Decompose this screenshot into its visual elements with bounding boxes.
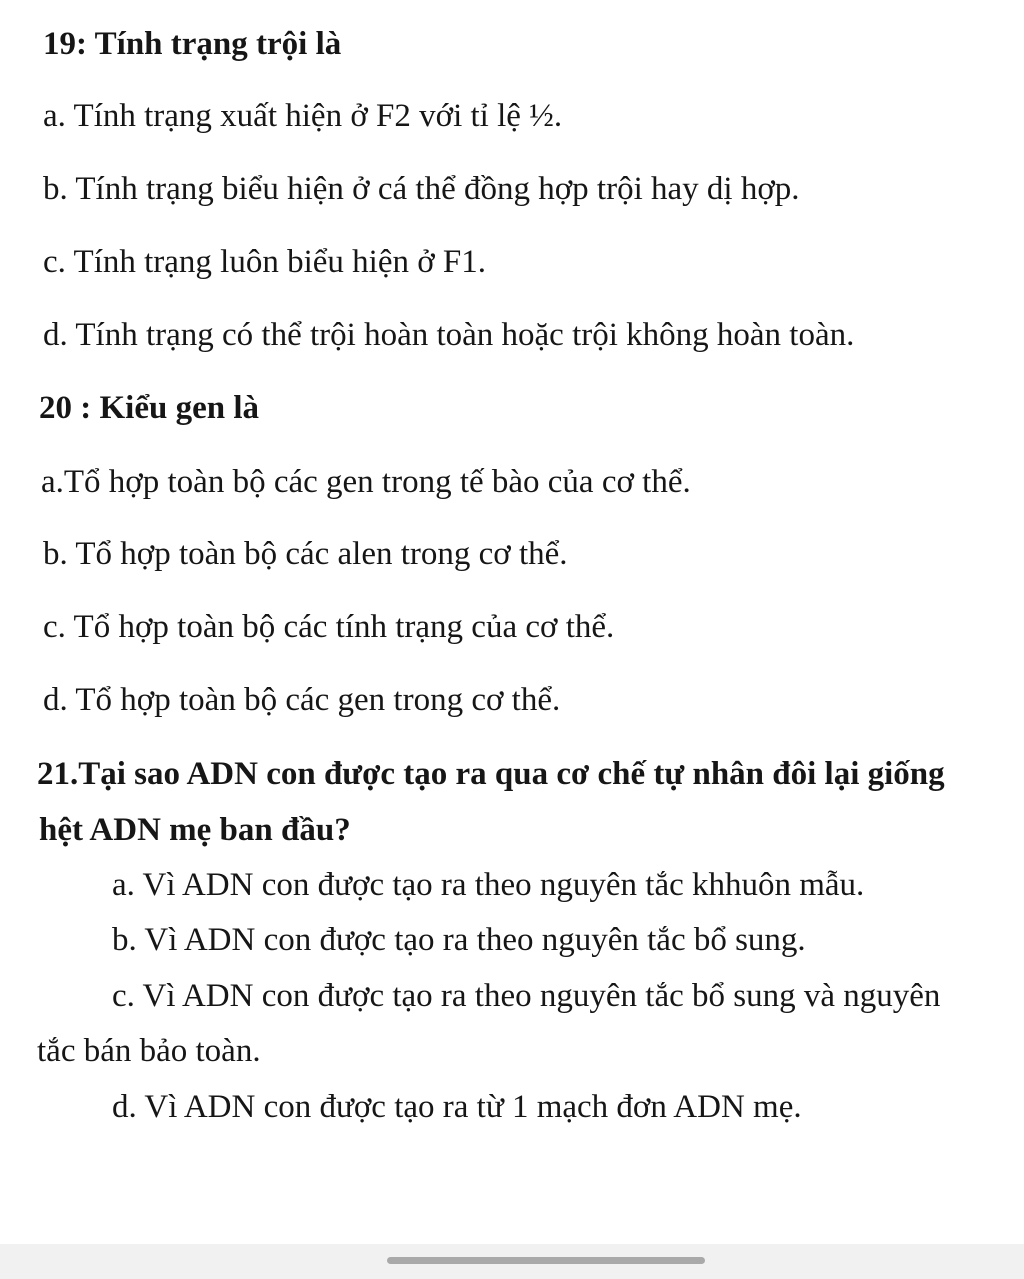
question-20-option-c: c. Tổ hợp toàn bộ các tính trạng của cơ thể.: [43, 609, 615, 645]
question-21-option-d: d. Vì ADN con được tạo ra từ 1 mạch đơn ADN mẹ.: [112, 1089, 802, 1125]
question-20-option-d: d. Tổ hợp toàn bộ các gen trong cơ thể.: [43, 682, 561, 718]
question-20-option-b: b. Tổ hợp toàn bộ các alen trong cơ thể.: [43, 536, 568, 572]
question-21-option-c-continued: tắc bán bảo toàn.: [37, 1033, 261, 1069]
home-indicator-bar[interactable]: [387, 1257, 705, 1264]
question-19-title: 19: Tính trạng trội là: [43, 26, 342, 62]
question-20-title: 20 : Kiểu gen là: [39, 390, 259, 426]
question-20-option-a: a.Tổ hợp toàn bộ các gen trong tế bào của cơ thể.: [41, 464, 691, 500]
question-19-option-d: d. Tính trạng có thể trội hoàn toàn hoặc trội không hoàn toàn.: [43, 317, 855, 353]
question-19-option-c: c. Tính trạng luôn biểu hiện ở F1.: [43, 244, 487, 280]
question-21-option-c: c. Vì ADN con được tạo ra theo nguyên tắc bổ sung và nguyên: [112, 978, 941, 1014]
question-21-option-a: a. Vì ADN con được tạo ra theo nguyên tắc khhuôn mẫu.: [112, 867, 865, 903]
question-21-option-b: b. Vì ADN con được tạo ra theo nguyên tắc bổ sung.: [112, 922, 806, 958]
question-19-option-a: a. Tính trạng xuất hiện ở F2 với tỉ lệ ½.: [43, 98, 563, 134]
question-19-option-b: b. Tính trạng biểu hiện ở cá thể đồng hợp trội hay dị hợp.: [43, 171, 800, 207]
question-21-title-line-2: hệt ADN mẹ ban đầu?: [39, 812, 351, 848]
question-21-title-line-1: 21.Tại sao ADN con được tạo ra qua cơ chế tự nhân đôi lại giống: [37, 756, 945, 792]
